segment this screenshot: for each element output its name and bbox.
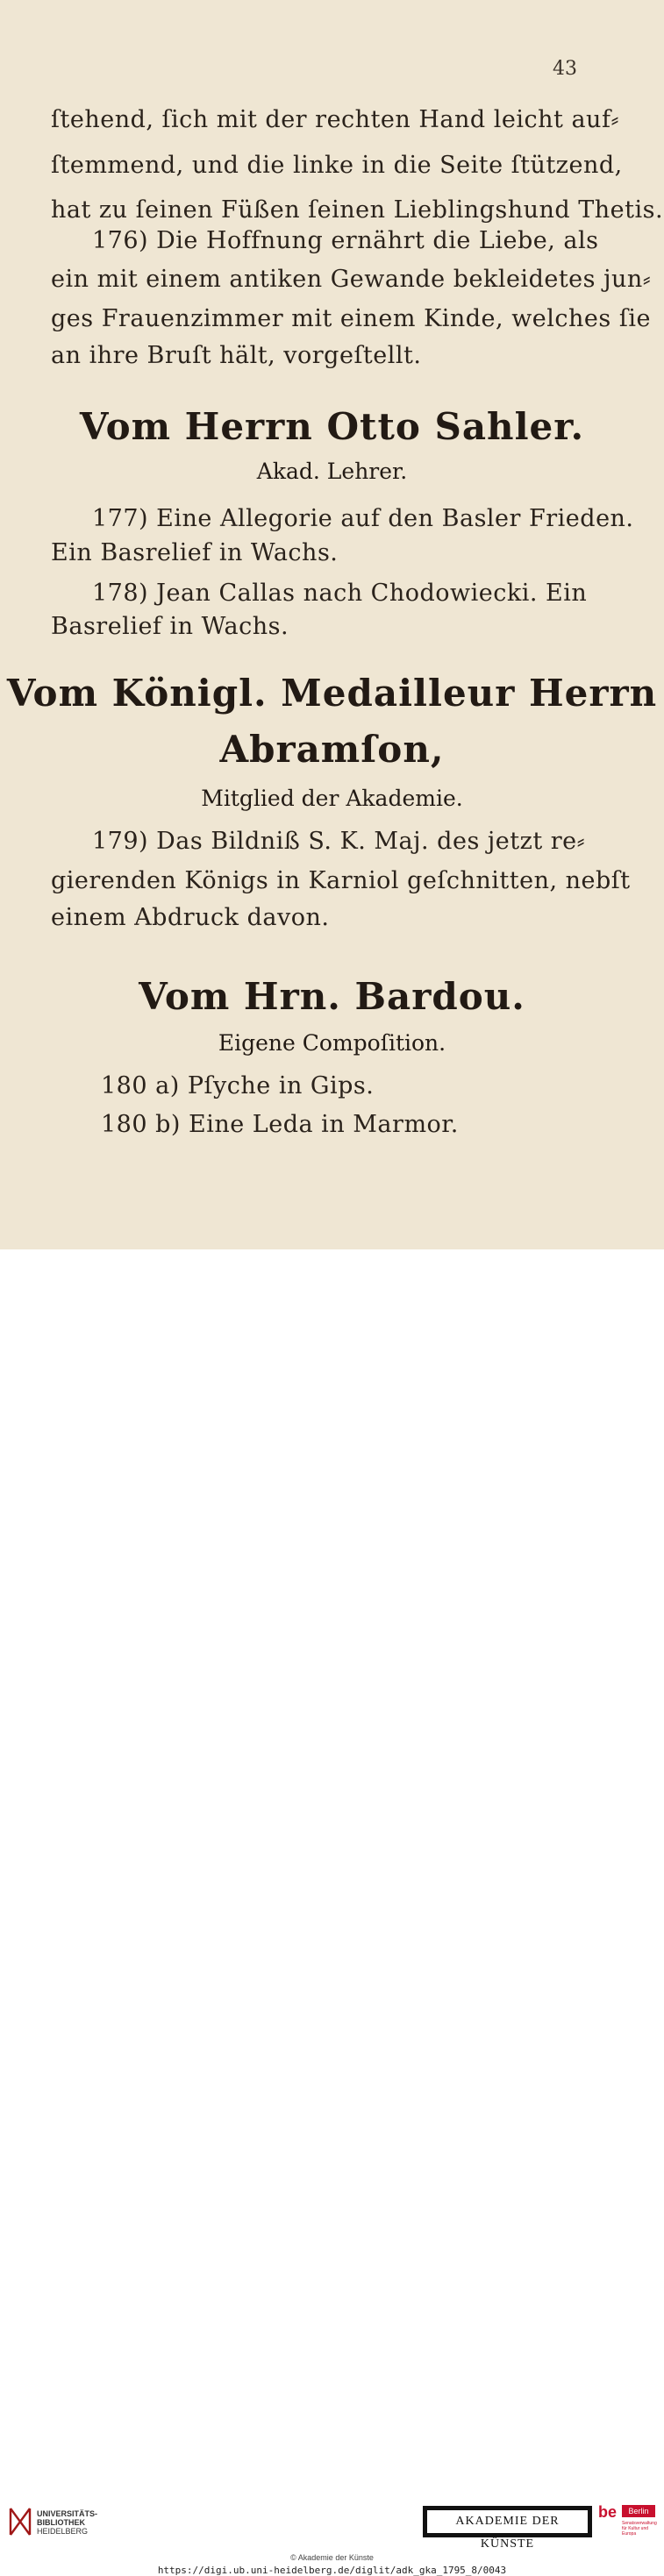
be-berlin-mark: be bbox=[598, 2503, 618, 2521]
entry-178-line: 178) Jean Callas nach Chodowiecki. Ein bbox=[92, 580, 588, 607]
entry-176-line: 176) Die Hoffnung ernährt die Liebe, als bbox=[92, 227, 599, 254]
entry-179-line: 179) Das Bildniß S. K. Maj. des jetzt re⸗ bbox=[92, 828, 586, 855]
library-name-line: BIBLIOTHEK bbox=[37, 2518, 85, 2527]
senate-department-label: Senatsverwaltung für Kultur und Europa bbox=[622, 2521, 657, 2537]
text-line: einem Abdruck davon. bbox=[51, 904, 330, 931]
viewer-footer bbox=[0, 1249, 664, 2576]
section-heading-continued: Abramſon, bbox=[219, 728, 445, 771]
text-line: hat zu ſeinen Füßen ſeinen Lieblingshund Thetis. bbox=[51, 196, 664, 224]
text-line: ſtemmend, und die linke in die Seite ſtützend, bbox=[51, 152, 623, 179]
text-line: Ein Basrelief in Wachs. bbox=[51, 539, 339, 566]
akademie-der-kuenste-logo[interactable] bbox=[423, 2506, 592, 2551]
permalink-url[interactable]: https://digi.ub.uni-heidelberg.de/diglit/adk_gka_1795_8/0043 bbox=[157, 2565, 507, 2576]
page-number: 43 bbox=[553, 58, 577, 80]
text-line: ges Frauenzimmer mit einem Kinde, welches ſie bbox=[51, 305, 651, 332]
book-page bbox=[0, 0, 664, 1249]
text-line: Basrelief in Wachs. bbox=[51, 613, 289, 640]
berlin-senate-logo[interactable] bbox=[598, 2503, 656, 2540]
entry-177-line: 177) Eine Allegorie auf den Basler Frieden. bbox=[92, 505, 634, 532]
entry-180a-line: 180 a) Pſyche in Gips. bbox=[101, 1072, 375, 1099]
library-name-line: UNIVERSITÄTS- bbox=[37, 2509, 98, 2518]
section-heading: Vom Herrn Otto Sahler. bbox=[79, 405, 585, 448]
text-line: gierenden Königs in Karniol geſchnitten, nebſt bbox=[51, 867, 631, 894]
entry-180b-line: 180 b) Eine Leda in Marmor. bbox=[101, 1111, 459, 1138]
text-line: an ihre Bruſt hält, vorgeſtellt. bbox=[51, 342, 422, 369]
section-heading: Vom Königl. Medailleur Herrn bbox=[6, 672, 658, 715]
university-library-name[interactable] bbox=[37, 2509, 97, 2536]
section-heading: Vom Hrn. Bardou. bbox=[139, 975, 525, 1018]
akademie-der-kuenste-label: AKADEMIE DER KÜNSTE bbox=[426, 2509, 589, 2534]
copyright-notice: © Akademie der Künste bbox=[290, 2553, 374, 2562]
text-line: ſtehend, ſich mit der rechten Hand leicht auf⸗ bbox=[51, 106, 619, 133]
section-subheading: Mitglied der Akademie. bbox=[201, 786, 463, 811]
berlin-label: Berlin bbox=[622, 2505, 655, 2517]
text-line: ein mit einem antiken Gewande bekleidetes jun⸗ bbox=[51, 266, 652, 293]
university-library-logo-icon[interactable] bbox=[7, 2505, 33, 2538]
section-subheading: Eigene Compoſition. bbox=[218, 1030, 446, 1056]
section-subheading: Akad. Lehrer. bbox=[256, 459, 408, 484]
library-name-line: HEIDELBERG bbox=[37, 2527, 89, 2536]
